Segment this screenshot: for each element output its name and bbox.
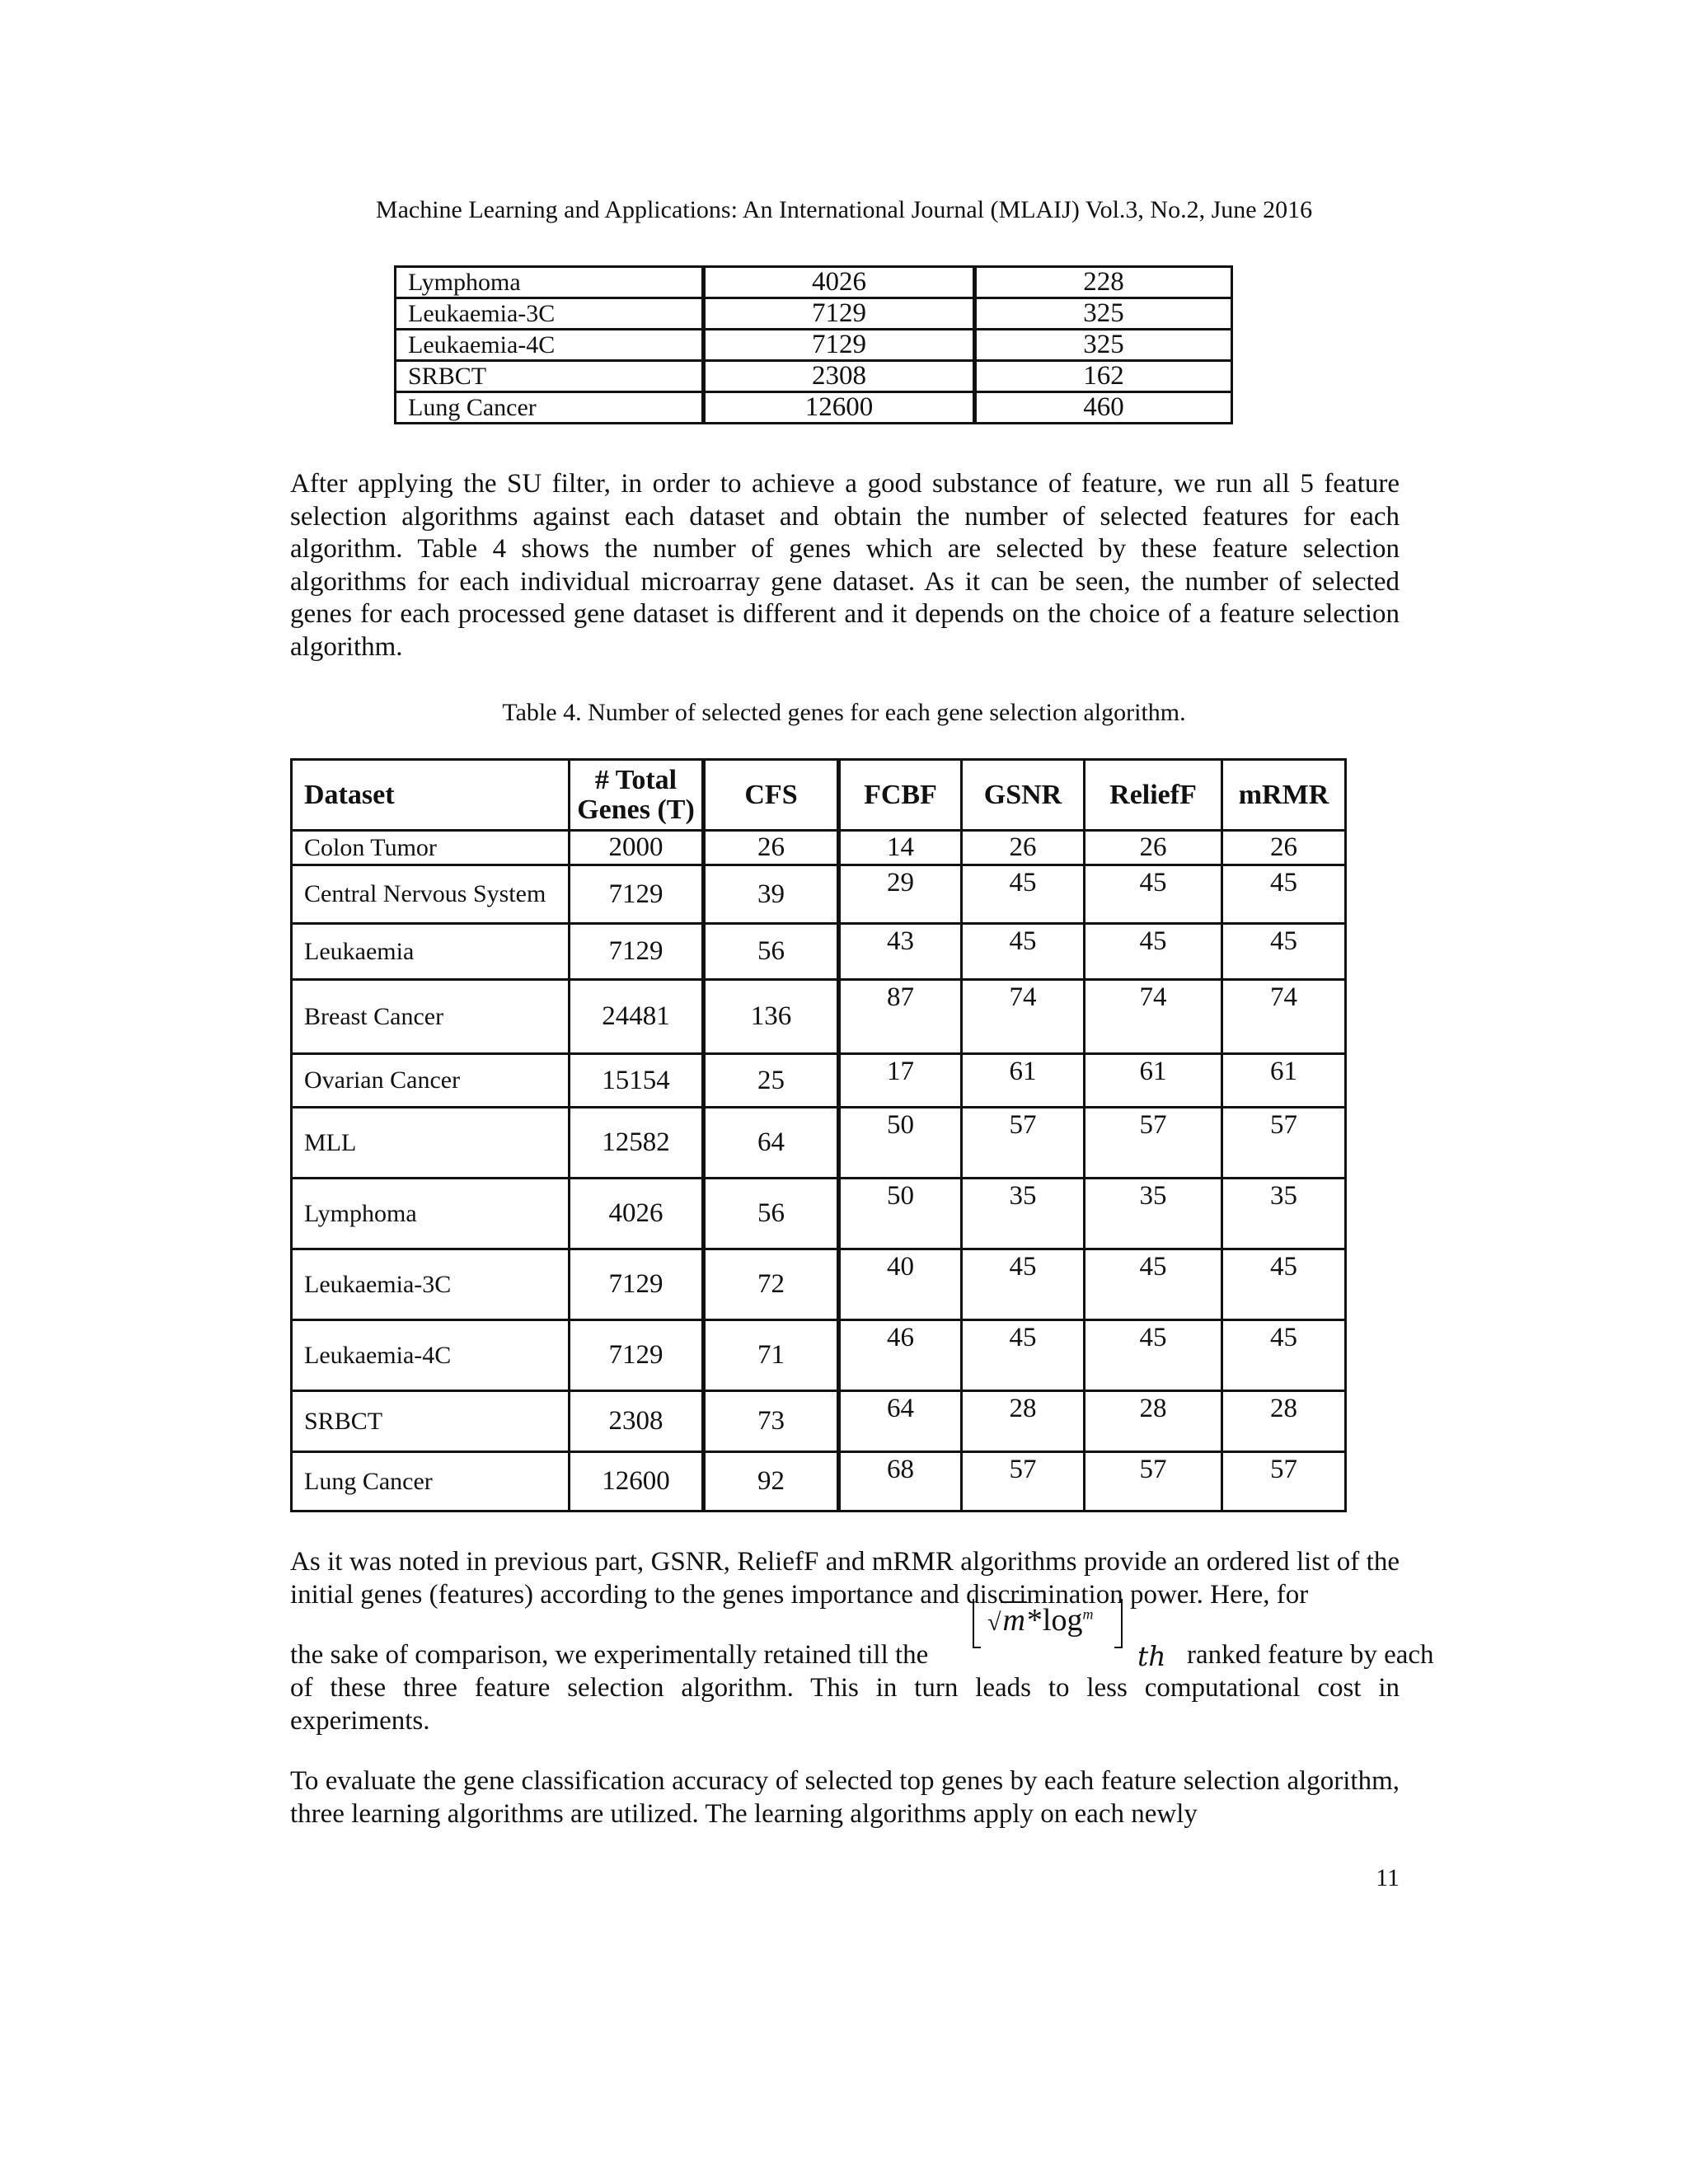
cfs-cell: 71	[704, 1320, 839, 1391]
mrmr-cell: 57	[1222, 1108, 1346, 1179]
table-row	[292, 1179, 1346, 1249]
fcbf-cell: 68	[839, 1452, 962, 1511]
fcbf-cell: 17	[839, 1054, 962, 1108]
table-row	[292, 1108, 1346, 1179]
dataset-cell: Leukaemia-3C	[292, 1249, 570, 1320]
total-genes-cell: 12582	[570, 1108, 704, 1179]
gsnr-cell: 61	[962, 1054, 1085, 1108]
header-mrmr: mRMR	[1222, 760, 1346, 831]
dataset-cell: Colon Tumor	[292, 831, 570, 865]
gsnr-cell: 35	[962, 1179, 1085, 1249]
mrmr-cell: 45	[1222, 865, 1346, 924]
header-relieff: ReliefF	[1085, 760, 1222, 831]
cfs-cell: 39	[704, 865, 839, 924]
cont-total-cell: 7129	[704, 298, 975, 330]
mrmr-cell: 45	[1222, 924, 1346, 980]
table-row	[292, 1391, 1346, 1452]
cont-filtered-cell: 228	[975, 267, 1232, 298]
cfs-cell: 26	[704, 831, 839, 865]
table-4-selected-genes	[290, 758, 1347, 1512]
table-row	[292, 1320, 1346, 1391]
total-genes-cell: 2308	[570, 1391, 704, 1452]
formula-expression	[987, 1602, 1093, 1638]
relieff-cell: 61	[1085, 1054, 1222, 1108]
mrmr-cell: 74	[1222, 980, 1346, 1054]
cont-filtered-cell: 162	[975, 361, 1232, 392]
relieff-cell: 45	[1085, 1249, 1222, 1320]
fcbf-cell: 46	[839, 1320, 962, 1391]
fcbf-cell: 40	[839, 1249, 962, 1320]
paragraph-computational-cost: of these three feature selection algorithm. This in turn leads to less computational cost in experiments.	[290, 1673, 1400, 1736]
cfs-cell: 56	[704, 924, 839, 980]
table-row	[292, 1249, 1346, 1320]
gsnr-cell: 57	[962, 1452, 1085, 1511]
continued-table-row	[396, 361, 1232, 392]
running-header: Machine Learning and Applications: An International Journal (MLAIJ) Vol.3, No.2, June 2016	[375, 196, 1313, 223]
cont-filtered-cell: 325	[975, 330, 1232, 361]
relieff-cell: 57	[1085, 1108, 1222, 1179]
total-genes-cell: 2000	[570, 831, 704, 865]
formula-line-after: ranked feature by each	[1187, 1640, 1434, 1670]
dataset-cell: Ovarian Cancer	[292, 1054, 570, 1108]
header-dataset: Dataset	[292, 760, 570, 831]
fcbf-cell: 64	[839, 1391, 962, 1452]
total-genes-cell: 12600	[570, 1452, 704, 1511]
mrmr-cell: 57	[1222, 1452, 1346, 1511]
cont-dataset-cell: Leukaemia-4C	[396, 330, 704, 361]
ordinal-suffix: th	[1137, 1640, 1166, 1672]
gsnr-cell: 45	[962, 1320, 1085, 1391]
cont-dataset-cell: SRBCT	[396, 361, 704, 392]
table-row	[292, 865, 1346, 924]
paragraph-evaluate-accuracy: To evaluate the gene classification accuracy of selected top genes by each feature selection algorithm, three learning algorithms are utilized. The learning algorithms apply on each newly	[290, 1766, 1400, 1829]
paragraph-ordered-list: As it was noted in previous part, GSNR, ReliefF and mRMR algorithms provide an ordered list of the initial genes (features) according to the genes importance and discrimination power. Here, for	[290, 1547, 1400, 1610]
cfs-cell: 136	[704, 980, 839, 1054]
cont-total-cell: 7129	[704, 330, 975, 361]
mrmr-cell: 45	[1222, 1249, 1346, 1320]
floor-right-bracket	[1114, 1599, 1123, 1648]
table-row	[292, 1452, 1346, 1511]
cfs-cell: 92	[704, 1452, 839, 1511]
fcbf-cell: 87	[839, 980, 962, 1054]
continued-table-row	[396, 267, 1232, 298]
continued-table-row	[396, 298, 1232, 330]
cont-dataset-cell: Leukaemia-3C	[396, 298, 704, 330]
table-row	[292, 1054, 1346, 1108]
cont-dataset-cell: Lung Cancer	[396, 392, 704, 424]
total-genes-cell: 7129	[570, 865, 704, 924]
sqrt-log-formula	[973, 1599, 1123, 1655]
gsnr-cell: 26	[962, 831, 1085, 865]
formula-operator: *log	[1026, 1603, 1083, 1638]
cont-total-cell: 4026	[704, 267, 975, 298]
table-row	[292, 924, 1346, 980]
gsnr-cell: 45	[962, 1249, 1085, 1320]
cfs-cell: 25	[704, 1054, 839, 1108]
sqrt-variable: m	[1002, 1603, 1025, 1638]
fcbf-cell: 14	[839, 831, 962, 865]
total-genes-cell: 24481	[570, 980, 704, 1054]
header-fcbf: FCBF	[839, 760, 962, 831]
relieff-cell: 45	[1085, 924, 1222, 980]
continued-table-row	[396, 392, 1232, 424]
mrmr-cell: 45	[1222, 1320, 1346, 1391]
total-genes-cell: 7129	[570, 924, 704, 980]
gsnr-cell: 57	[962, 1108, 1085, 1179]
header-gsnr: GSNR	[962, 760, 1085, 831]
relieff-cell: 45	[1085, 1320, 1222, 1391]
total-genes-cell: 7129	[570, 1249, 704, 1320]
continued-table-row	[396, 330, 1232, 361]
dataset-cell: Breast Cancer	[292, 980, 570, 1054]
sqrt-symbol: √	[987, 1609, 1001, 1636]
header-total-genes: # Total Genes (T)	[570, 760, 704, 831]
dataset-cell: Leukaemia	[292, 924, 570, 980]
table-row	[292, 831, 1346, 865]
relieff-cell: 74	[1085, 980, 1222, 1054]
dataset-cell: Lymphoma	[292, 1179, 570, 1249]
table-header-row	[292, 760, 1346, 831]
cfs-cell: 56	[704, 1179, 839, 1249]
gsnr-cell: 45	[962, 865, 1085, 924]
total-genes-cell: 4026	[570, 1179, 704, 1249]
cont-total-cell: 12600	[704, 392, 975, 424]
fcbf-cell: 43	[839, 924, 962, 980]
gsnr-cell: 74	[962, 980, 1085, 1054]
table-row	[292, 980, 1346, 1054]
relieff-cell: 28	[1085, 1391, 1222, 1452]
relieff-cell: 57	[1085, 1452, 1222, 1511]
dataset-cell: Lung Cancer	[292, 1452, 570, 1511]
continued-table	[394, 265, 1233, 424]
mrmr-cell: 35	[1222, 1179, 1346, 1249]
table-caption: Table 4. Number of selected genes for each gene selection algorithm.	[502, 699, 1186, 726]
cont-total-cell: 2308	[704, 361, 975, 392]
cfs-cell: 73	[704, 1391, 839, 1452]
total-genes-cell: 7129	[570, 1320, 704, 1391]
fcbf-cell: 29	[839, 865, 962, 924]
fcbf-cell: 50	[839, 1108, 962, 1179]
mrmr-cell: 61	[1222, 1054, 1346, 1108]
relieff-cell: 35	[1085, 1179, 1222, 1249]
mrmr-cell: 26	[1222, 831, 1346, 865]
dataset-cell: MLL	[292, 1108, 570, 1179]
cont-filtered-cell: 460	[975, 392, 1232, 424]
dataset-cell: SRBCT	[292, 1391, 570, 1452]
cont-filtered-cell: 325	[975, 298, 1232, 330]
dataset-cell: Leukaemia-4C	[292, 1320, 570, 1391]
formula-superscript: m	[1082, 1605, 1094, 1623]
paragraph-feature-selection: After applying the SU filter, in order to achieve a good substance of feature, we run all 5 feature selection algorithms against each dataset and obtain the number of selected features for each algorithm. Table 4 shows the number of genes which are selected by these feature selection algorithms for each individual microarray gene dataset. As it can be seen, the number of selected genes for each processed gene dataset is different and it depends on the choice of a feature selection algorithm.	[290, 469, 1400, 662]
relieff-cell: 45	[1085, 865, 1222, 924]
total-genes-cell: 15154	[570, 1054, 704, 1108]
header-cfs: CFS	[704, 760, 839, 831]
cfs-cell: 64	[704, 1108, 839, 1179]
floor-left-bracket	[973, 1599, 981, 1648]
mrmr-cell: 28	[1222, 1391, 1346, 1452]
gsnr-cell: 28	[962, 1391, 1085, 1452]
fcbf-cell: 50	[839, 1179, 962, 1249]
cont-dataset-cell: Lymphoma	[396, 267, 704, 298]
relieff-cell: 26	[1085, 831, 1222, 865]
gsnr-cell: 45	[962, 924, 1085, 980]
cfs-cell: 72	[704, 1249, 839, 1320]
formula-line-text: the sake of comparison, we experimentally retained till the	[290, 1640, 929, 1670]
page-number: 11	[1376, 1864, 1400, 1891]
dataset-cell: Central Nervous System	[292, 865, 570, 924]
